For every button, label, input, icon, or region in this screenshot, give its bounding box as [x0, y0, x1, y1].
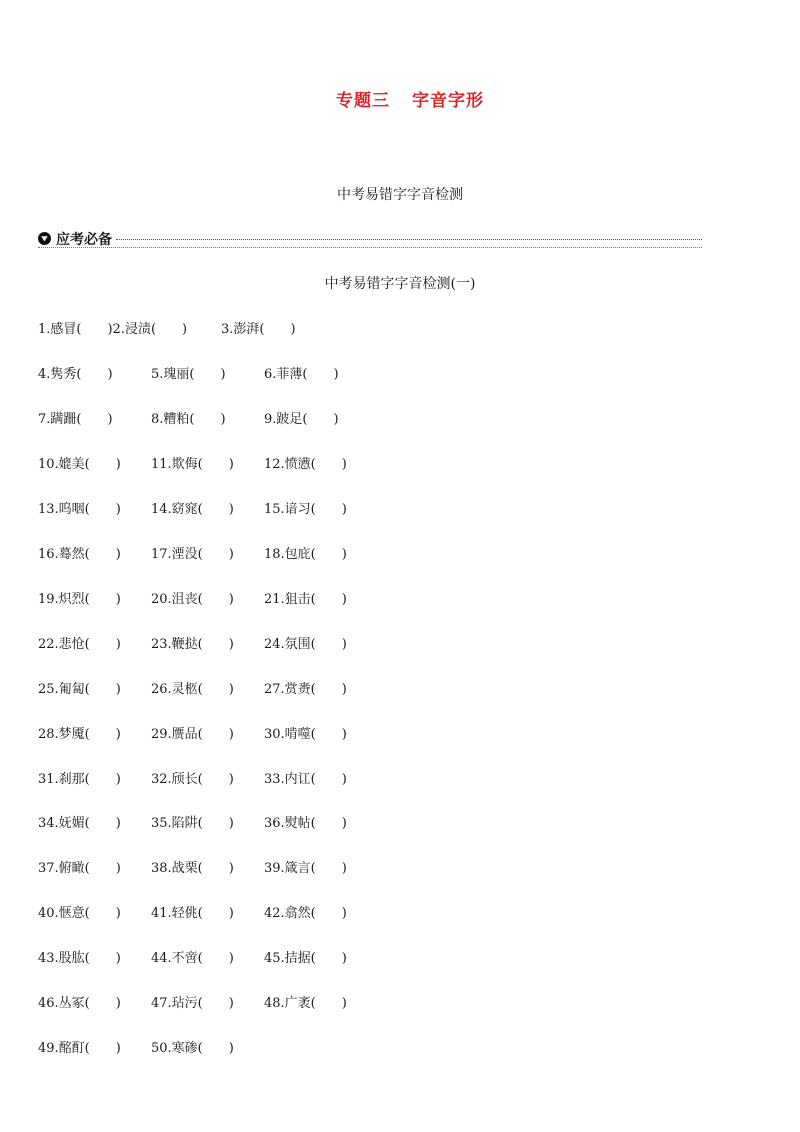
- quiz-item: 43.股肱( ): [38, 951, 121, 967]
- quiz-item: 48.广袤( ): [264, 996, 347, 1012]
- quiz-item: 9.跛足( ): [264, 411, 339, 427]
- quiz-item: 34.妩媚( ): [38, 816, 121, 832]
- section-header-bar: [38, 228, 702, 250]
- quiz-item: 37.俯瞰( ): [38, 861, 121, 877]
- quiz-item: 16.蓦然( ): [38, 546, 121, 562]
- quiz-item: 20.沮丧( ): [151, 591, 234, 607]
- quiz-item: 13.呜咽( ): [38, 501, 121, 517]
- quiz-item: 38.战栗( ): [151, 861, 234, 877]
- quiz-item: 11.欺侮( ): [151, 456, 234, 472]
- title-part-1: 专题三: [336, 91, 390, 111]
- section-rule: [38, 247, 702, 248]
- quiz-item: 47.玷污( ): [151, 996, 234, 1012]
- quiz-heading: 中考易错字字音检测(一): [324, 276, 476, 292]
- quiz-item: 29.赝品( ): [151, 726, 234, 742]
- quiz-item: 21.狙击( ): [264, 591, 347, 607]
- quiz-item: 31.刹那( ): [38, 771, 121, 787]
- quiz-item: 41.轻佻( ): [151, 906, 234, 922]
- title-part-2: 字音字形: [412, 91, 484, 111]
- section-subtitle: 中考易错字字音检测: [337, 187, 463, 203]
- quiz-item: 1.感冒( )2.浸渍( ): [38, 322, 188, 337]
- quiz-item: 24.氛围( ): [264, 636, 347, 652]
- quiz-item: 32.颀长( ): [151, 771, 234, 787]
- quiz-item: 49.酩酊( ): [38, 1041, 121, 1057]
- quiz-item: 10.媲美( ): [38, 456, 121, 472]
- quiz-item: 12.愤懑( ): [264, 456, 347, 472]
- page-title: [0, 86, 800, 111]
- quiz-item: 7.蹒跚( ): [38, 411, 113, 427]
- quiz-item: 14.窈窕( ): [151, 501, 234, 517]
- quiz-item: 35.陷阱( ): [151, 816, 234, 832]
- quiz-item: 5.瑰丽( ): [151, 366, 226, 382]
- quiz-item: 26.灵柩( ): [151, 681, 234, 697]
- section-dotted-line: [116, 239, 702, 240]
- quiz-item: 30.啃噬( ): [264, 726, 347, 742]
- quiz-item: 17.湮没( ): [151, 546, 234, 562]
- quiz-item: 15.谙习( ): [264, 501, 347, 517]
- quiz-item: 22.悲怆( ): [38, 636, 121, 652]
- quiz-item: 18.包庇( ): [264, 546, 347, 562]
- quiz-item: 40.惬意( ): [38, 906, 121, 922]
- quiz-item: 36.熨帖( ): [264, 816, 347, 832]
- quiz-item: 42.翕然( ): [264, 906, 347, 922]
- quiz-item: 8.糟粕( ): [151, 411, 226, 427]
- section-label: 应考必备: [56, 232, 112, 248]
- quiz-item: 27.赏赉( ): [264, 681, 347, 697]
- quiz-item: 25.匍匐( ): [38, 681, 121, 697]
- quiz-item: 44.不啻( ): [151, 951, 234, 967]
- quiz-item: 6.菲薄( ): [264, 366, 339, 382]
- quiz-item: 45.拮据( ): [264, 951, 347, 967]
- quiz-item: 33.内讧( ): [264, 771, 347, 787]
- quiz-item: 28.梦魇( ): [38, 726, 121, 742]
- quiz-item: 39.箴言( ): [264, 861, 347, 877]
- quiz-item: 46.丛冢( ): [38, 996, 121, 1012]
- quiz-item: 4.隽秀( ): [38, 366, 113, 382]
- quiz-item: 19.炽烈( ): [38, 591, 121, 607]
- quiz-item: 23.鞭挞( ): [151, 636, 234, 652]
- quiz-item: 3.澎湃( ): [221, 322, 296, 337]
- down-triangle-circle-icon: [38, 232, 51, 245]
- quiz-item: 50.寒碜( ): [151, 1041, 234, 1057]
